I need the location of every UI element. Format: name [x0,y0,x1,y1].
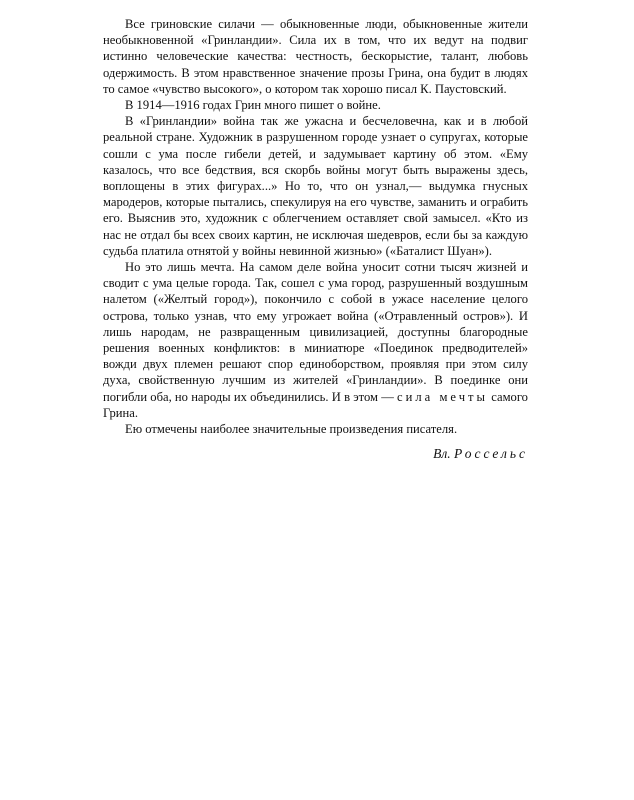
signature-initials: Вл. [433,446,451,462]
dream-text-start: Но это лишь мечта. На самом деле война уносит сотни тысяч жизней и сводит с ума целые города. Так, сошел с ума город, разрушенный воздушным налетом («Желтый город»), покончило с собой в ужасе население целого острова, только узнав, что ему угрожает война («Отравленный остров»). И лишь народам, не развращенным цивилизацией, доступны благородные решения военных конфликтов: в миниатюре «Поединок предводителей» вожди двух племен решают спор единоборством, проявляя при этом силу духа, свойственную лучшим из жителей «Гринландии». В поединке они погибли оба, но народы их объединились. И в этом — [103,260,528,404]
paragraph-dream [103,259,528,421]
dream-text-end: самого Грина. [103,389,528,420]
paragraph-strongmen: Все гриновские силачи — обыкновенные люди, обыкновенные жители необыкновенной «Гринландии». Сила их в том, что их ведут на подвиг истинно человеческие качества: честность, бескорыстие, талант, любовь одержимость. В этом нравственное значение прозы Грина, она будит в людях то самое «чувство высокого», о котором так хорошо писал К. Паустовский. [103,17,528,96]
paragraph-war-years: В 1914—1916 годах Грин много пишет о войне. [125,98,381,113]
signature-surname: Россельс [454,446,528,462]
paragraph-closing: Ею отмечены наиболее значительные произведения писателя. [125,422,458,437]
dream-spaced-phrase: сила мечты [397,389,489,404]
paragraph-greenland-war: В «Гринландии» война так же ужасна и бесчеловечна, как и в любой реальной стране. Художник в разрушенном городе узнает о супругах, которые сошли с ума после гибели детей, и задумывает картину об этом. «Ему казалось, что все бедствия, вся скорбь войны могут быть выражены здесь, воплощены в этих фигурах...» Но то, что он узнал,— выдумка гнусных мародеров, которые пытались, спекулируя на его чувстве, заманить и ограбить его. Выяснив это, художник с облегчением оставляет свой замысел. «Кто из нас не отдал бы всех своих картин, не исключая шедевров, если бы за каждую судьба платила отнятой у войны невинной жизнью» («Баталист Шуан»). [103,114,528,258]
page [103,16,528,462]
author-signature [103,446,528,462]
